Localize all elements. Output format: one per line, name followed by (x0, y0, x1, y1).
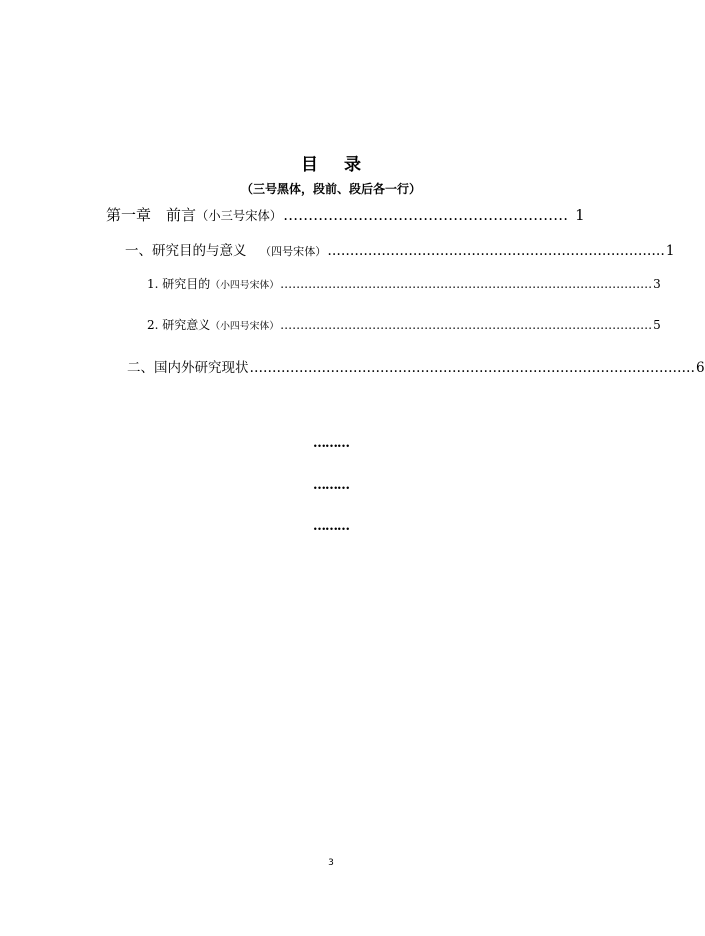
toc-entry-note: （小三号宋体） (196, 209, 283, 223)
toc-entry-label: 二、国内外研究现状 (127, 360, 249, 376)
toc-entry-label: 一、研究目的与意义 (125, 243, 260, 259)
toc-entry-section-1 (125, 239, 675, 259)
page-number: 3 (328, 858, 334, 868)
toc-entry-page: 1 (665, 243, 675, 259)
toc-entry-page: 6 (696, 360, 705, 376)
toc-entry-note: （小四号宋体） (210, 280, 280, 291)
toc-dot-leader: ………………………………………………… (283, 206, 569, 224)
toc-title-char-1: 目 (301, 155, 318, 175)
toc-entry-page: 1 (575, 206, 585, 224)
toc-entry-subsection-2 (147, 316, 661, 333)
toc-subtitle: （三号黑体，段前、段后各一行） (240, 182, 421, 196)
toc-continuation-dots: ……… (313, 478, 349, 493)
toc-dot-leader: ……………………………………………………………………………………… (249, 360, 695, 376)
toc-title (0, 150, 662, 175)
toc-entry-note: （四号宋体） (260, 245, 327, 258)
toc-entry-note: （小四号宋体） (210, 321, 280, 332)
toc-title-char-2: 录 (344, 155, 361, 175)
toc-entry-section-2 (127, 356, 705, 376)
toc-continuation-dots: ……… (313, 519, 349, 534)
toc-entry-chapter-1 (106, 204, 585, 225)
toc-dot-leader: ………………………………………………………………………………… (280, 318, 653, 332)
toc-entry-page: 5 (653, 318, 661, 332)
toc-dot-leader: ………………………………………………………………………………… (280, 277, 653, 291)
toc-entry-label: 1. 研究目的 (147, 277, 211, 291)
toc-entry-label: 第一章 前言 (106, 206, 197, 224)
toc-dot-leader: ………………………………………………………………… (327, 243, 665, 259)
toc-entry-page: 3 (653, 277, 661, 291)
toc-entry-subsection-1 (147, 275, 661, 292)
toc-continuation-dots: ……… (313, 436, 349, 451)
toc-entry-label: 2. 研究意义 (147, 318, 211, 332)
